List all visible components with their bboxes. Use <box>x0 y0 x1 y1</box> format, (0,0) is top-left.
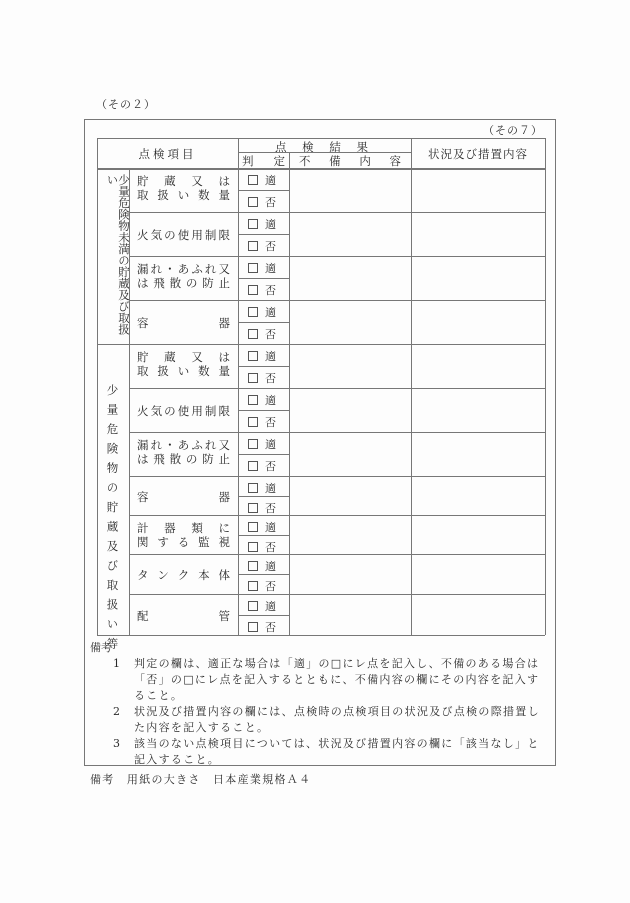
item-label: 漏 れ ・ あ ふ れ 又 <box>137 262 230 276</box>
checkbox-label: 否 <box>265 284 276 297</box>
judgment-checkbox[interactable] <box>248 304 276 320</box>
item-label: 貯 蔵 又 は <box>137 174 230 188</box>
judgment-checkbox[interactable] <box>248 194 276 210</box>
item-label: タ ン ク 本 体 <box>137 568 230 582</box>
defect-field[interactable] <box>289 300 411 344</box>
defect-field[interactable] <box>289 554 411 594</box>
judgment-checkbox[interactable] <box>248 578 276 594</box>
category-label: 少量危険物の貯蔵及び取扱い等 <box>105 384 120 657</box>
defect-field[interactable] <box>289 344 411 388</box>
checkbox-label: 否 <box>265 372 276 385</box>
checkbox-label: 適 <box>265 560 276 573</box>
checkbox-icon[interactable] <box>248 329 258 339</box>
status-field[interactable] <box>411 344 545 388</box>
notes-title: 備考 <box>90 641 112 654</box>
grid-line <box>97 138 98 635</box>
judgment-checkbox[interactable] <box>248 238 276 254</box>
defect-field[interactable] <box>289 515 411 554</box>
judgment-checkbox[interactable] <box>248 619 276 635</box>
note-number: 2 <box>113 705 120 718</box>
item-label: 容 器 <box>137 489 230 504</box>
sub-label: （その７） <box>483 124 543 137</box>
checkbox-icon[interactable] <box>248 351 258 361</box>
checkbox-label: 適 <box>265 521 276 534</box>
checkbox-icon[interactable] <box>248 622 258 632</box>
checkbox-label: 適 <box>265 306 276 319</box>
item-label: 取 扱 い 数 量 <box>137 364 230 378</box>
header-result: 点 検 結 果 <box>275 140 374 154</box>
checkbox-icon[interactable] <box>248 542 258 552</box>
status-field[interactable] <box>411 476 545 515</box>
checkbox-icon[interactable] <box>248 601 258 611</box>
note-item <box>90 704 550 736</box>
checkbox-label: 否 <box>265 416 276 429</box>
defect-field[interactable] <box>289 388 411 432</box>
judgment-checkbox[interactable] <box>248 598 276 614</box>
defect-field[interactable] <box>289 168 411 212</box>
status-field[interactable] <box>411 515 545 554</box>
checkbox-icon[interactable] <box>248 461 258 471</box>
item-label: 関 す る 監 視 <box>137 535 230 549</box>
category-label: 少量危険物未満の貯蔵及び取扱い <box>105 174 131 335</box>
judgment-checkbox[interactable] <box>248 370 276 386</box>
checkbox-label: 否 <box>265 541 276 554</box>
item-label: 漏 れ ・ あ ふ れ 又 <box>137 438 230 452</box>
item-label: 取 扱 い 数 量 <box>137 188 230 202</box>
grid-line <box>411 138 412 635</box>
defect-field[interactable] <box>289 256 411 300</box>
checkbox-label: 否 <box>265 240 276 253</box>
checkbox-label: 適 <box>265 262 276 275</box>
note-text: 状況及び措置内容の欄には、点検時の点検項目の状況及び点検の際措置した内容を記入すること。 <box>134 705 540 734</box>
checkbox-icon[interactable] <box>248 561 258 571</box>
grid-line <box>97 138 545 139</box>
checkbox-icon[interactable] <box>248 197 258 207</box>
grid-line <box>238 152 411 153</box>
checkbox-label: 適 <box>265 394 276 407</box>
note-number: 1 <box>113 657 120 670</box>
status-field[interactable] <box>411 300 545 344</box>
status-field[interactable] <box>411 212 545 256</box>
grid-line <box>238 190 289 191</box>
checkbox-icon[interactable] <box>248 581 258 591</box>
grid-line <box>238 535 289 536</box>
header-judgment: 判 定 <box>242 154 285 168</box>
defect-field[interactable] <box>289 476 411 515</box>
checkbox-label: 適 <box>265 600 276 613</box>
status-field[interactable] <box>411 388 545 432</box>
grid-line <box>238 322 289 323</box>
grid-line <box>238 496 289 497</box>
status-field[interactable] <box>411 168 545 212</box>
note-item <box>90 736 550 768</box>
checkbox-label: 適 <box>265 218 276 231</box>
paper-size-note: 備考 用紙の大きさ 日本産業規格Ａ４ <box>90 773 312 786</box>
checkbox-icon[interactable] <box>248 522 258 532</box>
checkbox-label: 否 <box>265 328 276 341</box>
checkbox-label: 否 <box>265 196 276 209</box>
grid-line <box>289 152 290 635</box>
defect-field[interactable] <box>289 432 411 476</box>
defect-field[interactable] <box>289 212 411 256</box>
checkbox-label: 否 <box>265 502 276 515</box>
grid-line <box>238 574 289 575</box>
checkbox-icon[interactable] <box>248 175 258 185</box>
header-item: 点検項目 <box>138 147 197 161</box>
checkbox-label: 否 <box>265 460 276 473</box>
checkbox-label: 適 <box>265 438 276 451</box>
grid-line <box>238 138 239 635</box>
note-item <box>90 656 550 704</box>
item-label: 容 器 <box>137 316 230 330</box>
checkbox-icon[interactable] <box>248 417 258 427</box>
checkbox-label: 否 <box>265 621 276 634</box>
grid-line <box>545 138 546 635</box>
checkbox-icon[interactable] <box>248 241 258 251</box>
defect-field[interactable] <box>289 594 411 635</box>
judgment-checkbox[interactable] <box>248 436 276 452</box>
item-label: 計 器 類 に <box>137 521 230 535</box>
notes-section <box>90 640 550 768</box>
status-field[interactable] <box>411 256 545 300</box>
judgment-checkbox[interactable] <box>248 282 276 298</box>
item-label: 火 気 の 使 用 制 限 <box>137 404 230 418</box>
checkbox-icon[interactable] <box>248 483 258 493</box>
checkbox-label: 否 <box>265 580 276 593</box>
grid-line <box>97 635 545 636</box>
note-text: 判定の欄は、適正な場合は「適」の□にレ点を記入し、不備のある場合は「否」の□にレ点を記入するとともに、不備内容の欄にその内容を記入すること。 <box>134 657 540 702</box>
grid-line <box>238 410 289 411</box>
checkbox-icon[interactable] <box>248 395 258 405</box>
checkbox-icon[interactable] <box>248 439 258 449</box>
item-label: は 飛 散 の 防 止 <box>137 276 230 290</box>
note-number: 3 <box>113 737 120 750</box>
judgment-checkbox[interactable] <box>248 539 276 555</box>
status-field[interactable] <box>411 594 545 635</box>
checkbox-icon[interactable] <box>248 263 258 273</box>
item-label: 火 気 の 使 用 制 限 <box>137 228 230 242</box>
checkbox-icon[interactable] <box>248 373 258 383</box>
judgment-checkbox[interactable] <box>248 500 276 516</box>
judgment-checkbox[interactable] <box>248 348 276 364</box>
judgment-checkbox[interactable] <box>248 260 276 276</box>
header-status: 状況及び措置内容 <box>428 147 528 161</box>
grid-line <box>129 168 130 635</box>
grid-line <box>238 454 289 455</box>
grid-line <box>238 366 289 367</box>
judgment-checkbox[interactable] <box>248 414 276 430</box>
grid-line <box>238 278 289 279</box>
judgment-checkbox[interactable] <box>248 216 276 232</box>
grid-line <box>238 234 289 235</box>
checkbox-icon[interactable] <box>248 219 258 229</box>
judgment-checkbox[interactable] <box>248 326 276 342</box>
judgment-checkbox[interactable] <box>248 558 276 574</box>
judgment-checkbox[interactable] <box>248 392 276 408</box>
checkbox-icon[interactable] <box>248 503 258 513</box>
checkbox-icon[interactable] <box>248 307 258 317</box>
judgment-checkbox[interactable] <box>248 480 276 496</box>
page-label: （その２） <box>96 98 156 111</box>
item-label: は 飛 散 の 防 止 <box>137 452 230 466</box>
item-label: 配 管 <box>137 608 230 623</box>
status-field[interactable] <box>411 554 545 594</box>
grid-line <box>238 615 289 616</box>
status-field[interactable] <box>411 432 545 476</box>
header-defect: 不 備 内 容 <box>299 154 401 168</box>
note-text: 該当のない点検項目については、状況及び措置内容の欄に「該当なし」と記入すること。 <box>134 737 540 766</box>
judgment-checkbox[interactable] <box>248 172 276 188</box>
checkbox-label: 適 <box>265 482 276 495</box>
checkbox-label: 適 <box>265 350 276 363</box>
item-label: 貯 蔵 又 は <box>137 350 230 364</box>
checkbox-label: 適 <box>265 174 276 187</box>
checkbox-icon[interactable] <box>248 285 258 295</box>
judgment-checkbox[interactable] <box>248 519 276 535</box>
judgment-checkbox[interactable] <box>248 458 276 474</box>
